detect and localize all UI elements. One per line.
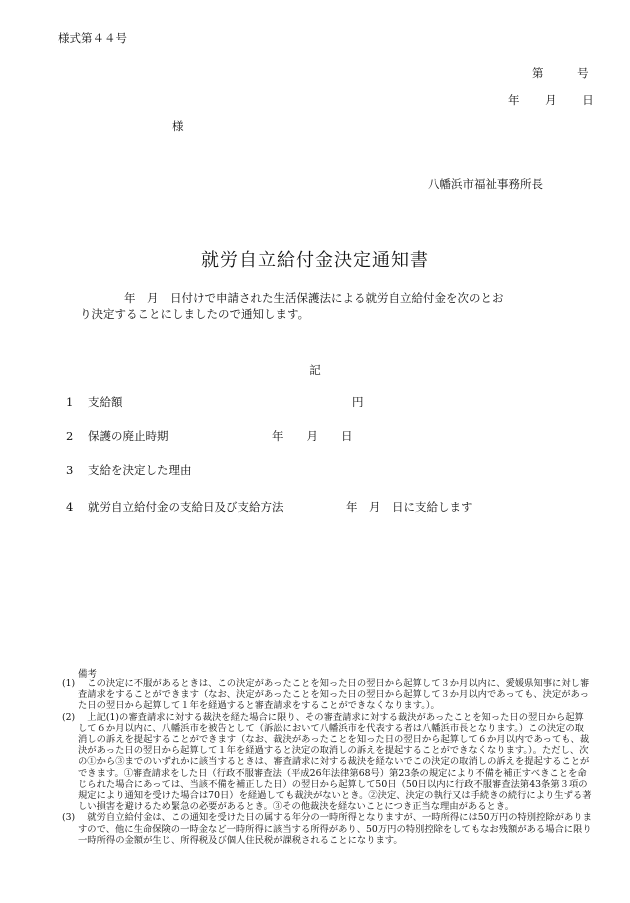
note-text: 就労自立給付金は、この通知を受けた日の属する年分の一時所得となりますが、一時所得には50万円の特別控除がありますので、他に生命保険の一時金など一時所得に該当する所得があり、50万円の特別控除をしてもなお残額がある場合に限り一時所得の金額が生じ、所得税及び個人住民税が課税されることになります。	[78, 812, 592, 846]
note-number: (2)	[62, 711, 76, 723]
item-number: 3	[66, 463, 74, 477]
body-line-2: り決定することにしましたので通知します。	[80, 307, 310, 321]
item-number: 2	[66, 429, 74, 443]
ki-heading: 記	[309, 363, 321, 377]
item-amount	[66, 394, 123, 410]
note-text: この決定に不服があるときは、この決定があったことを知った日の翌日から起算して３か月以内に、愛媛県知事に対し審査請求をすることができます（なお、決定があったことを知った日の翌日から起算して３か月以内であっても、決定があった日の翌日から起算して１年を経過すると審査請求をすることができなくなります。）。	[78, 678, 590, 712]
document-date: 年 月 日	[508, 93, 594, 107]
note-number: (1)	[62, 678, 76, 689]
body-text	[80, 290, 550, 322]
note-item	[62, 678, 592, 712]
note-text: 上記(1)の審査請求に対する裁決を経た場合に限り、その審査請求に対する裁決があったことを知った日の翌日から起算して６か月以内に、八幡浜市を被告として（訴訟において八幡浜市を代表する者は八幡浜市長となります。）この決定の取消しの訴えを提起することができます（なお、裁決があったことを知った日の翌日から起算して６か月以内であっても、裁決があった日の翌日から起算して１年を経過すると決定の取消しの訴えを提起することができなくなります。）。ただし、次の①から③までのいずれかに該当するときは、審査請求に対する裁決を経ないでこの決定の取消しの訴えを提起することができます。①審査請求をした日（行政不服審査法（平成26年法律第68号）第23条の規定により不備を補正すべきことを命じられた場合にあっては、当該不備を補正した日）の翌日から起算して50日（50日以内に行政不服審査法第43条第３項の規定により通知を受けた場合は70日）を経過しても裁決がないとき。②決定、決定の執行又は手続きの続行により生ずる著しい損害を避けるため緊急の必要があるとき。③その他裁決を経ないことにつき正当な理由があるとき。	[78, 711, 592, 813]
item-label: 支給を決定した理由	[88, 463, 192, 477]
note-item	[62, 712, 592, 813]
addressee: 様	[172, 119, 184, 133]
body-line-1: 年 月 日付けで申請された生活保護法による就労自立給付金を次のとお	[124, 291, 504, 305]
item-number: 4	[66, 500, 74, 514]
item-label: 支給額	[88, 395, 123, 409]
item-payment-method	[66, 499, 284, 515]
sender: 八幡浜市福祉事務所長	[428, 177, 543, 191]
item-termination-date	[66, 428, 169, 444]
item-label: 保護の廃止時期	[88, 429, 169, 443]
item-value: 年 月 日に支給します	[346, 500, 473, 514]
item-value: 円	[352, 395, 364, 409]
notes	[62, 678, 592, 846]
note-number: (3)	[62, 812, 76, 824]
item-label: 就労自立給付金の支給日及び支給方法	[88, 500, 284, 514]
notes-heading: 備考	[78, 669, 98, 680]
item-value: 年 月 日	[272, 429, 353, 443]
item-number: 1	[66, 395, 74, 409]
note-item	[62, 812, 592, 846]
item-reason	[66, 462, 192, 478]
form-number: 様式第４４号	[58, 31, 127, 45]
document-number: 第 号	[532, 66, 589, 80]
page-title: 就労自立給付金決定通知書	[201, 250, 429, 271]
